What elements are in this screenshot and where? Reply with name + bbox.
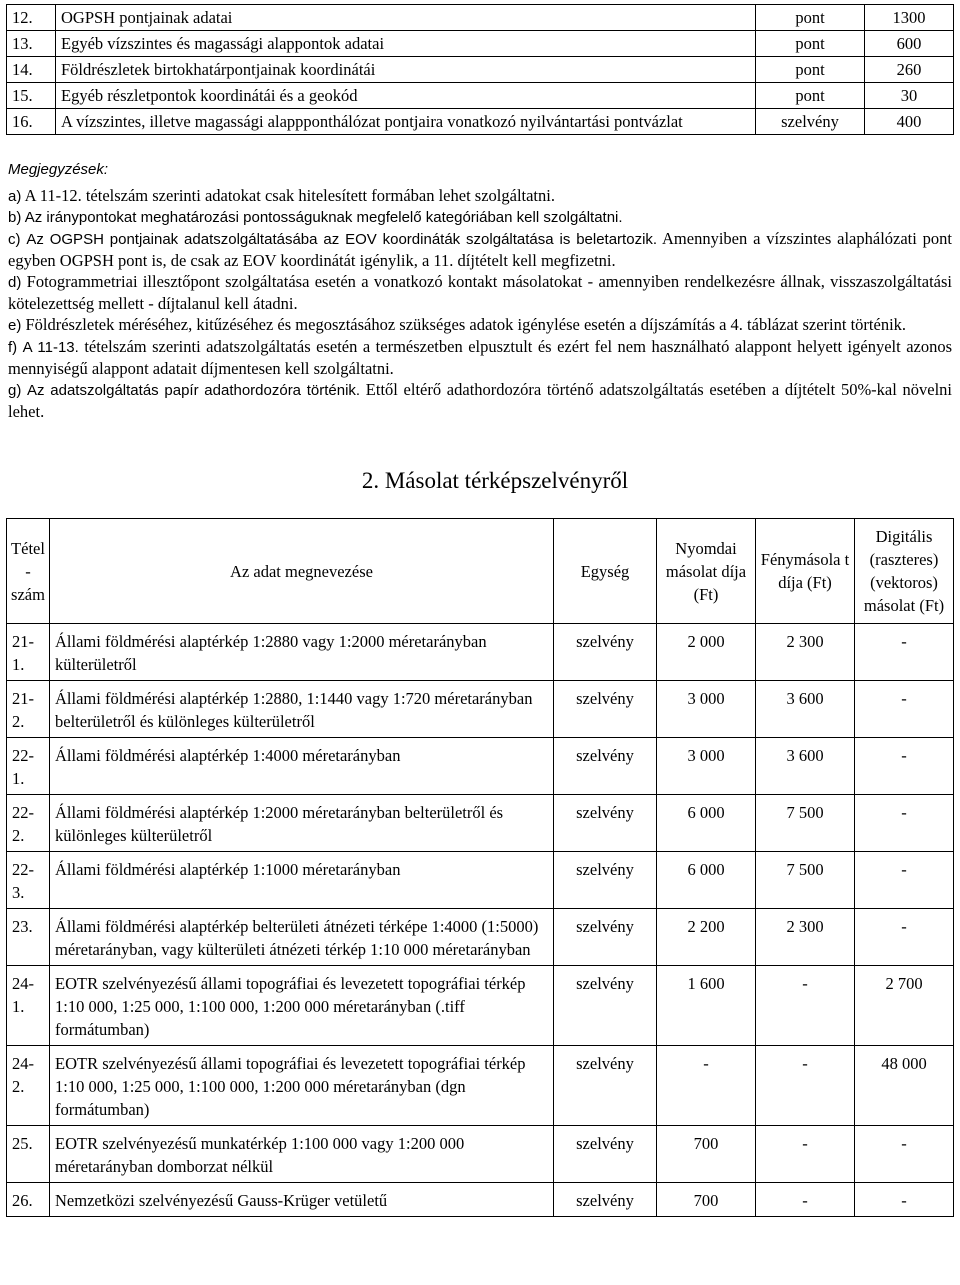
row-digital-copy-fee: - xyxy=(855,795,954,852)
row-digital-copy-fee: - xyxy=(855,909,954,966)
row-item-number: 23. xyxy=(7,909,50,966)
note-text: Földrészletek méréséhez, kitűzéséhez és megosztásához szükséges adatok igénylése esetén a díjszámítás a 4. táblázat szerint történik. xyxy=(25,315,907,334)
table-row xyxy=(7,738,954,795)
row-unit: szelvény xyxy=(554,738,657,795)
row-print-copy-fee: 3 000 xyxy=(657,681,756,738)
row-photocopy-fee: - xyxy=(756,1046,855,1126)
row-digital-copy-fee: 48 000 xyxy=(855,1046,954,1126)
row-item-number: 22- 1. xyxy=(7,738,50,795)
row-item-number: 24- 2. xyxy=(7,1046,50,1126)
fee-table-map-copies xyxy=(6,518,954,1217)
row-photocopy-fee: 7 500 xyxy=(756,795,855,852)
row-number: 16. xyxy=(7,109,56,135)
note-text: Az iránypontokat meghatározási pontosságuknak megfelelő kategóriában kell szolgáltatni. xyxy=(24,209,623,226)
note-text: Fotogrammetriai illesztőpont szolgáltatása esetén a vonatkozó kontakt másolatokat - amennyiben rendelkezésre állnak, visszaszolgáltatási kötelezettség mellett - díjtalanul kell átadni. xyxy=(8,272,952,313)
row-item-number: 21- 1. xyxy=(7,624,50,681)
header-print-copy-fee: Nyomdai másolat díja (Ft) xyxy=(657,519,756,624)
note-label: c) xyxy=(8,231,21,248)
note-text-continued: tételszám szerinti adatszolgáltatás esetén a természetben elpusztult és ezért fel nem használható alappont helyett igényelt azonos mennyiségű alappont adatait díjmentesen kell szolgáltatni. xyxy=(8,337,953,378)
note-d xyxy=(8,271,952,314)
row-item-number: 21- 2. xyxy=(7,681,50,738)
note-text-continued: Ettől eltérő adathordozóra történő adatszolgáltatás esetében a díjtételt 50%-kal növelni lehet. xyxy=(8,380,953,421)
row-photocopy-fee: 3 600 xyxy=(756,681,855,738)
row-name: A vízszintes, illetve magassági alappponthálózat pontjaira vonatkozó nyilvántartási pontvázlat xyxy=(56,109,756,135)
fee-table-points-body xyxy=(7,5,954,135)
row-unit: pont xyxy=(756,57,865,83)
note-b xyxy=(8,207,952,228)
table-row xyxy=(7,1126,954,1183)
row-photocopy-fee: - xyxy=(756,966,855,1046)
table-row xyxy=(7,1046,954,1126)
row-digital-copy-fee: 2 700 xyxy=(855,966,954,1046)
header-item-name: Az adat megnevezése xyxy=(50,519,554,624)
note-label: d) xyxy=(8,274,22,291)
note-text-continued: Amennyiben a vízszintes alaphálózati pont egyben OGPSH pont is, de csak az EOV koordinátát igénylik, a 11. díjtételt kell megfizetni. xyxy=(8,229,953,270)
row-item-number: 22- 2. xyxy=(7,795,50,852)
row-value: 600 xyxy=(865,31,954,57)
row-print-copy-fee: 700 xyxy=(657,1126,756,1183)
row-item-name: Állami földmérési alaptérkép 1:4000 méretarányban xyxy=(50,738,554,795)
row-photocopy-fee: 7 500 xyxy=(756,852,855,909)
row-item-name: Állami földmérési alaptérkép 1:2000 méretarányban belterületről és különleges külterületről xyxy=(50,795,554,852)
notes-section xyxy=(6,159,954,422)
table-row xyxy=(7,966,954,1046)
row-unit: szelvény xyxy=(554,966,657,1046)
row-item-name: Állami földmérési alaptérkép 1:2880 vagy 1:2000 méretarányban külterületről xyxy=(50,624,554,681)
document-page xyxy=(6,4,954,1217)
row-digital-copy-fee: - xyxy=(855,624,954,681)
row-number: 15. xyxy=(7,83,56,109)
row-item-name: EOTR szelvényezésű állami topográfiai és levezetett topográfiai térkép 1:10 000, 1:25 000, 1:100 000, 1:200 000 méretarányban (dgn formátumban) xyxy=(50,1046,554,1126)
table-row xyxy=(7,83,954,109)
row-digital-copy-fee: - xyxy=(855,1126,954,1183)
row-print-copy-fee: 3 000 xyxy=(657,738,756,795)
row-photocopy-fee: 2 300 xyxy=(756,909,855,966)
row-photocopy-fee: 3 600 xyxy=(756,738,855,795)
row-unit: pont xyxy=(756,5,865,31)
table-row xyxy=(7,31,954,57)
table-row xyxy=(7,1183,954,1217)
row-print-copy-fee: 6 000 xyxy=(657,852,756,909)
row-number: 12. xyxy=(7,5,56,31)
row-unit: szelvény xyxy=(554,681,657,738)
row-item-number: 25. xyxy=(7,1126,50,1183)
row-name: Egyéb vízszintes és magassági alappontok adatai xyxy=(56,31,756,57)
table-row xyxy=(7,624,954,681)
row-item-number: 24- 1. xyxy=(7,966,50,1046)
row-unit: szelvény xyxy=(554,1126,657,1183)
table-row xyxy=(7,681,954,738)
row-value: 260 xyxy=(865,57,954,83)
note-text: Az OGPSH pontjainak adatszolgáltatásába az EOV koordináták szolgáltatása is beletartozik. xyxy=(26,231,658,248)
note-e xyxy=(8,314,952,336)
row-unit: szelvény xyxy=(554,795,657,852)
row-item-number: 22- 3. xyxy=(7,852,50,909)
row-item-name: EOTR szelvényezésű állami topográfiai és levezetett topográfiai térkép 1:10 000, 1:25 000, 1:100 000, 1:200 000 méretarányban (.tiff formátumban) xyxy=(50,966,554,1046)
table-row xyxy=(7,795,954,852)
table-header-row xyxy=(7,519,954,624)
table-row xyxy=(7,5,954,31)
note-g xyxy=(8,379,952,422)
row-number: 13. xyxy=(7,31,56,57)
row-photocopy-fee: 2 300 xyxy=(756,624,855,681)
row-unit: szelvény xyxy=(554,852,657,909)
row-unit: szelvény xyxy=(554,1046,657,1126)
header-item-number: Tétel - szám xyxy=(7,519,50,624)
note-label: a) xyxy=(8,188,22,205)
row-digital-copy-fee: - xyxy=(855,738,954,795)
row-name: OGPSH pontjainak adatai xyxy=(56,5,756,31)
note-text: A 11-13. xyxy=(22,339,79,356)
section-title: 2. Másolat térképszelvényről xyxy=(361,468,629,493)
table-row xyxy=(7,109,954,135)
table-row xyxy=(7,852,954,909)
row-item-name: Nemzetközi szelvényezésű Gauss-Krüger vetületű xyxy=(50,1183,554,1217)
row-item-name: Állami földmérési alaptérkép 1:1000 méretarányban xyxy=(50,852,554,909)
row-print-copy-fee: 1 600 xyxy=(657,966,756,1046)
note-label: e) xyxy=(8,317,22,334)
header-photocopy-fee: Fénymásola t díja (Ft) xyxy=(756,519,855,624)
row-item-name: Állami földmérési alaptérkép 1:2880, 1:1440 vagy 1:720 méretarányban belterületről és különleges külterületről xyxy=(50,681,554,738)
table-row xyxy=(7,57,954,83)
note-text: Az adatszolgáltatás papír adathordozóra történik. xyxy=(27,382,361,399)
note-f xyxy=(8,336,952,379)
row-unit: szelvény xyxy=(756,109,865,135)
note-label: b) xyxy=(8,209,22,226)
notes-title: Megjegyzések: xyxy=(8,161,109,178)
row-photocopy-fee: - xyxy=(756,1183,855,1217)
row-unit: szelvény xyxy=(554,909,657,966)
note-a xyxy=(8,185,952,207)
row-value: 1300 xyxy=(865,5,954,31)
row-value: 400 xyxy=(865,109,954,135)
row-value: 30 xyxy=(865,83,954,109)
row-name: Földrészletek birtokhatárpontjainak koordinátái xyxy=(56,57,756,83)
row-print-copy-fee: - xyxy=(657,1046,756,1126)
row-unit: szelvény xyxy=(554,1183,657,1217)
row-unit: pont xyxy=(756,83,865,109)
row-print-copy-fee: 2 000 xyxy=(657,624,756,681)
row-unit: szelvény xyxy=(554,624,657,681)
row-unit: pont xyxy=(756,31,865,57)
row-item-name: EOTR szelvényezésű munkatérkép 1:100 000 vagy 1:200 000 méretarányban domborzat nélkül xyxy=(50,1126,554,1183)
row-print-copy-fee: 2 200 xyxy=(657,909,756,966)
row-photocopy-fee: - xyxy=(756,1126,855,1183)
note-text: A 11-12. tételszám szerinti adatokat csak hitelesített formában lehet szolgáltatni. xyxy=(24,186,555,205)
header-unit: Egység xyxy=(554,519,657,624)
header-digital-copy-fee: Digitális (raszteres) (vektoros) másolat (Ft) xyxy=(855,519,954,624)
fee-table-points xyxy=(6,4,954,135)
table-row xyxy=(7,909,954,966)
row-print-copy-fee: 6 000 xyxy=(657,795,756,852)
fee-table-map-copies-body xyxy=(7,624,954,1217)
note-label: g) xyxy=(8,382,22,399)
row-number: 14. xyxy=(7,57,56,83)
row-digital-copy-fee: - xyxy=(855,852,954,909)
note-c xyxy=(8,228,952,271)
row-item-number: 26. xyxy=(7,1183,50,1217)
row-digital-copy-fee: - xyxy=(855,681,954,738)
row-print-copy-fee: 700 xyxy=(657,1183,756,1217)
note-label: f) xyxy=(8,339,18,356)
row-name: Egyéb részletpontok koordinátái és a geokód xyxy=(56,83,756,109)
row-item-name: Állami földmérési alaptérkép belterületi átnézeti térképe 1:4000 (1:5000) méretarányban, vagy külterületi átnézeti térkép 1:10 000 méretarányban xyxy=(50,909,554,966)
row-digital-copy-fee: - xyxy=(855,1183,954,1217)
